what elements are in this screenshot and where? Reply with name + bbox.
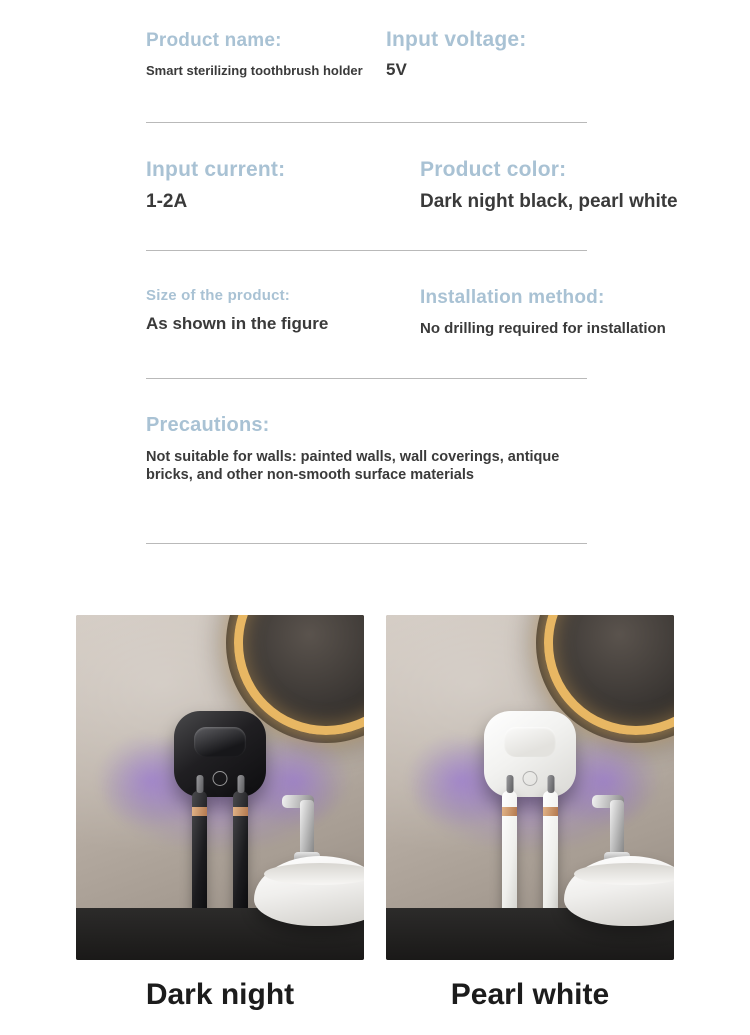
toothbrush-neck [237, 775, 244, 793]
spec-value-product-name: Smart sterilizing toothbrush holder [146, 63, 363, 78]
spec-label-input-voltage: Input voltage: [386, 28, 527, 51]
spec-label-precautions: Precautions: [146, 414, 270, 436]
spec-label-installation-method: Installation method: [420, 287, 605, 308]
toothbrush-ring [192, 807, 207, 816]
spec-value-input-current: 1-2A [146, 191, 188, 212]
toothbrush-holder-device [484, 711, 576, 797]
spec-row-precautions [146, 414, 594, 484]
holder-display-panel [194, 727, 246, 757]
spec-label-product-name: Product name: [146, 30, 282, 51]
spec-value-input-voltage: 5V [386, 60, 407, 79]
power-button-icon [523, 771, 538, 786]
spec-row-size [146, 287, 328, 334]
spec-row-input-current [146, 158, 285, 213]
divider-3 [146, 378, 587, 379]
spec-label-input-current: Input current: [146, 158, 286, 181]
toothbrush-holder-device [174, 711, 266, 797]
toothbrush-neck [547, 775, 554, 793]
power-button-icon [213, 771, 228, 786]
spec-row-product-name [146, 30, 363, 78]
spec-row-product-color [420, 158, 678, 213]
spec-value-installation-method: No drilling required for installation [420, 320, 666, 337]
product-gallery [0, 600, 750, 1035]
divider-1 [146, 122, 587, 123]
spec-value-precautions: Not suitable for walls: painted walls, wall coverings, antique bricks, and other non-smooth surface materials [146, 449, 560, 483]
spec-label-product-color: Product color: [420, 158, 567, 181]
toothbrush-neck [506, 775, 513, 793]
spec-value-size: As shown in the figure [146, 314, 329, 333]
product-photo-pearl-white [386, 615, 674, 960]
product-photo-dark-night [76, 615, 364, 960]
divider-2 [146, 250, 587, 251]
holder-display-panel [504, 727, 556, 757]
product-caption-pearl-white: Pearl white [450, 978, 610, 1011]
toothbrush-neck [196, 775, 203, 793]
spec-row-input-voltage [386, 28, 526, 80]
product-caption-dark-night: Dark night [145, 978, 295, 1011]
toothbrush-ring [543, 807, 558, 816]
spec-row-installation-method [420, 287, 666, 337]
spec-label-size: Size of the product: [146, 287, 290, 304]
spec-value-product-color: Dark night black, pearl white [420, 191, 678, 212]
product-card-pearl-white[interactable] [386, 615, 674, 960]
toothbrush-ring [502, 807, 517, 816]
toothbrush-ring [233, 807, 248, 816]
divider-4 [146, 543, 587, 544]
product-card-dark-night[interactable] [76, 615, 364, 960]
